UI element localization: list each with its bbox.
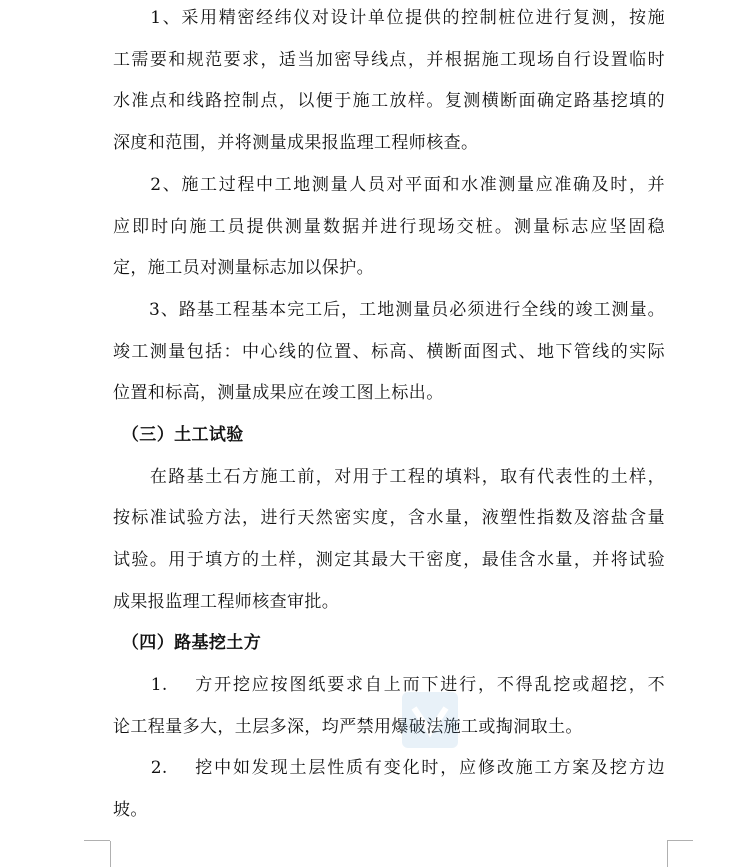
paragraph-1-line-1: 1、采用精密经纬仪对设计单位提供的控制桩位进行复测，按施 (113, 8, 665, 28)
crop-mark-bottom-right-horizontal (667, 840, 693, 841)
section-heading-excavation: （四）路基挖土方 (113, 633, 262, 653)
excavation-item-2-line-1: 2. 挖中如发现土层性质有变化时，应修改施工方案及挖方边 (113, 758, 665, 778)
paragraph-2-line-3: 定，施工员对测量标志加以保护。 (113, 258, 374, 278)
watermark-logo-icon (400, 690, 460, 750)
crop-mark-bottom-left (84, 841, 111, 867)
soil-paragraph-line-3: 试验。用于填方的土样，测定其最大干密度，最佳含水量，并将试验 (113, 550, 665, 570)
soil-paragraph-line-2: 按标准试验方法，进行天然密实度，含水量，液塑性指数及溶盐含量 (113, 508, 665, 528)
crop-mark-bottom-right (667, 841, 668, 867)
paragraph-3-line-1: 3、路基工程基本完工后，工地测量员必须进行全线的竣工测量。 (113, 300, 665, 320)
paragraph-3-line-3: 位置和标高，测量成果应在竣工图上标出。 (113, 383, 444, 403)
paragraph-2-line-1: 2、施工过程中工地测量人员对平面和水准测量应准确及时，并 (113, 175, 665, 195)
paragraph-2-line-2: 应即时向施工员提供测量数据并进行现场交桩。测量标志应坚固稳 (113, 217, 665, 237)
paragraph-1-line-3: 水准点和线路控制点，以便于施工放样。复测横断面确定路基挖填的 (113, 91, 665, 111)
excavation-item-2-line-2: 坡。 (113, 800, 148, 820)
soil-paragraph-line-1: 在路基土石方施工前，对用于工程的填料，取有代表性的土样， (113, 467, 665, 487)
soil-paragraph-line-4: 成果报监理工程师核查审批。 (113, 592, 340, 612)
section-heading-soil-test: （三）土工试验 (113, 425, 244, 445)
excavation-item-1-line-1: 1. 方开挖应按图纸要求自上而下进行，不得乱挖或超挖，不 (113, 675, 665, 695)
paragraph-1-line-4: 深度和范围，并将测量成果报监理工程师核查。 (113, 133, 479, 153)
crop-mark-bottom-left-horizontal (84, 840, 110, 841)
excavation-item-1-line-2: 论工程量多大，土层多深，均严禁用爆破法施工或掏洞取土。 (113, 717, 583, 737)
paragraph-1-line-2: 工需要和规范要求，适当加密导线点，并根据施工现场自行设置临时 (113, 50, 665, 70)
paragraph-3-line-2: 竣工测量包括：中心线的位置、标高、横断面图式、地下管线的实际 (113, 342, 665, 362)
